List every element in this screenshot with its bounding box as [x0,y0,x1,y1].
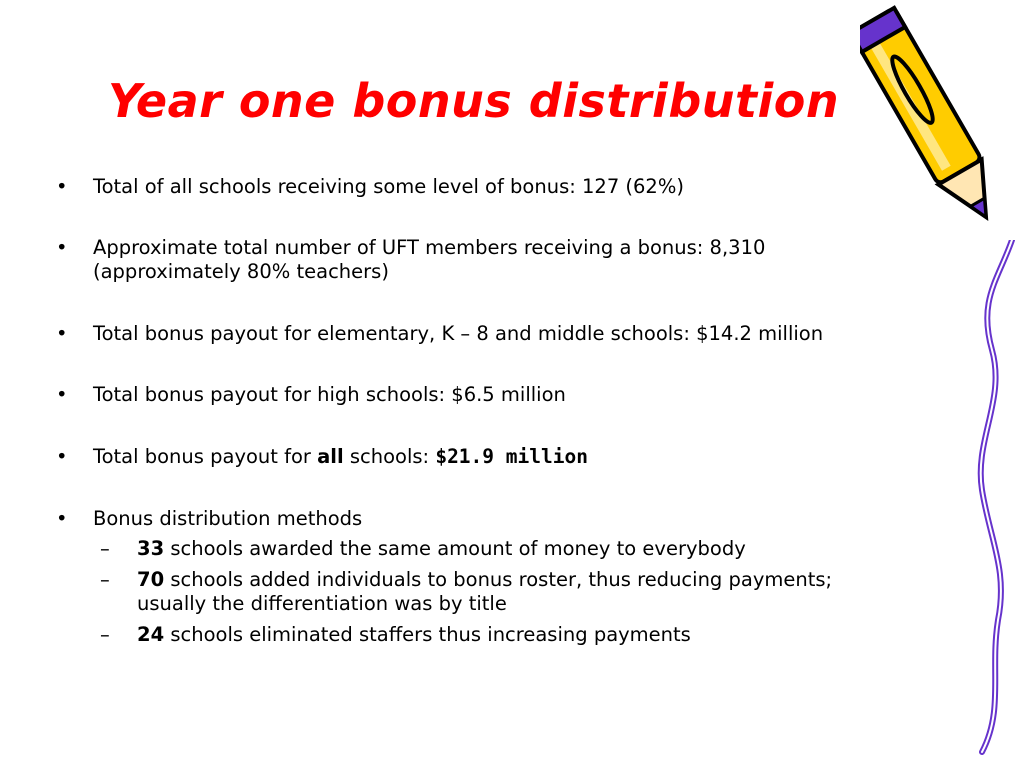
bullet-marker: • [56,322,68,345]
bullet-text-line2: (approximately 80% teachers) [93,260,389,283]
sub-bullet-marker: – [100,568,110,591]
bullet-marker: • [56,175,68,198]
sub-bullet-text-line1: schools added individuals to bonus roster, thus reducing payments; [164,568,833,591]
sub-bullet-text [137,537,977,561]
sub-bullet-text-body: schools awarded the same amount of money to everybody [164,537,746,560]
bullet-text: Total bonus payout for high schools: $6.5 million [93,383,566,406]
school-count: 24 [137,623,165,646]
sub-bullet-text [137,623,977,647]
sub-bullet-marker: – [100,537,110,560]
school-count: 70 [137,568,165,591]
sub-bullet-text [137,568,977,616]
total-amount: $21.9 million [435,445,588,468]
squiggle-line [968,240,1018,760]
bullet-marker: • [56,445,68,468]
bullet-marker: • [56,383,68,406]
school-count: 33 [137,537,165,560]
bullet-text-line1: Approximate total number of UFT members receiving a bonus: 8,310 [93,236,766,259]
bullet-text [93,445,983,469]
bullet-text-emphasis: all [317,445,344,468]
slide-title: Year one bonus distribution [108,74,840,128]
pencil-icon [860,0,1010,250]
sub-bullet-text-body: schools eliminated staffers thus increasing payments [164,623,691,646]
bullet-text-prefix: Total bonus payout for [93,445,318,468]
sub-bullet-text-line2: usually the differentiation was by title [137,592,507,615]
bullet-text [93,236,983,284]
bullet-marker: • [56,236,68,259]
bullet-text: Total of all schools receiving some level of bonus: 127 (62%) [93,175,684,198]
sub-bullet-marker: – [100,623,110,646]
bullet-text: Total bonus payout for elementary, K – 8 and middle schools: $14.2 million [93,322,824,345]
bullet-text-middle: schools: [343,445,436,468]
bullet-text: Bonus distribution methods [93,507,363,530]
bullet-marker: • [56,507,68,530]
